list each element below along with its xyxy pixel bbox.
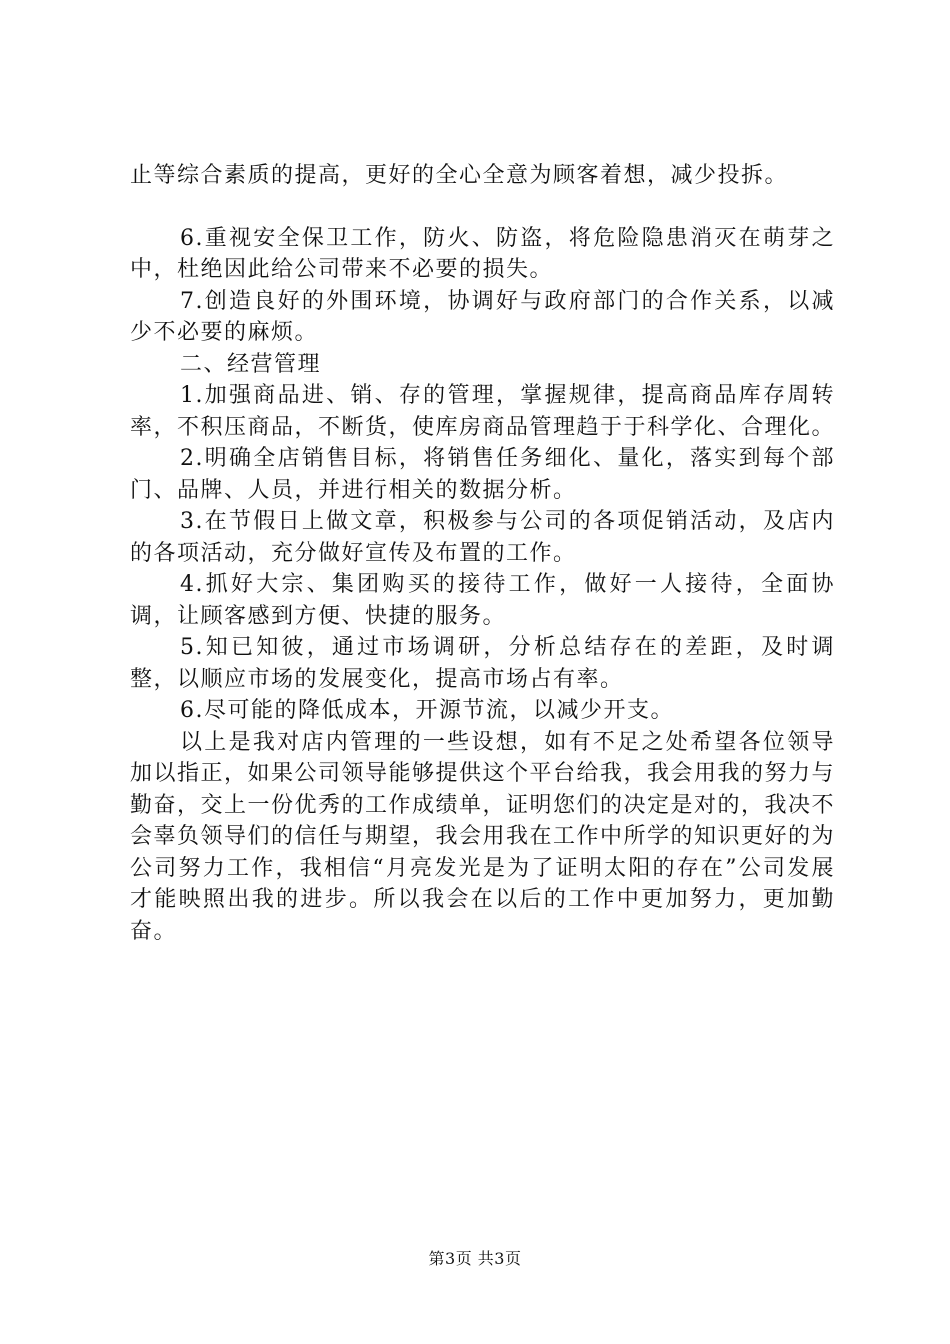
page-footer: 第3页 共3页 — [428, 1249, 522, 1268]
paragraph-item-3-holidays: 3.在节假日上做文章，积极参与公司的各项促销活动，及店内的各项活动，充分做好宣传及布置的工作。 — [130, 509, 835, 566]
paragraph-closing: 以上是我对店内管理的一些设想，如有不足之处希望各位领导加以指正，如果公司领导能够提供这个平台给我，我会用我的努力与勤奋，交上一份优秀的工作成绩单，证明您们的决定是对的，我决不会辜负领导们的信任与期望，我会用我在工作中所学的知识更好的为公司努力工作，我相信“月亮发光是为了证明太阳的存在”公司发展才能映照出我的进步。所以我会在以后的工作中更加努力，更加勤奋。 — [130, 729, 836, 944]
document-body — [130, 160, 835, 947]
paragraph-item-6-reduce-cost: 6.尽可能的降低成本，开源节流，以减少开支。 — [180, 698, 674, 723]
paragraph-item-5-market-research: 5.知已知彼，通过市场调研，分析总结存在的差距，及时调整，以顺应市场的发展变化，提高市场占有率。 — [130, 635, 835, 692]
paragraph-continuation: 止等综合素质的提高，更好的全心全意为顾客着想，减少投拆。 — [130, 163, 789, 188]
paragraph-gap — [130, 192, 835, 223]
paragraph-item-7-environment: 7.创造良好的外围环境，协调好与政府部门的合作关系，以减少不必要的麻烦。 — [130, 288, 835, 345]
section-heading-operations: 二、经营管理 — [180, 351, 322, 377]
paragraph-item-4-group-purchase: 4.抓好大宗、集团购买的接待工作，做好一人接待，全面协调，让顾客感到方便、快捷的服务。 — [130, 572, 835, 629]
paragraph-item-2-sales-target: 2.明确全店销售目标，将销售任务细化、量化，落实到每个部门、品牌、人员，并进行相关的数据分析。 — [130, 446, 835, 503]
paragraph-item-1-inventory: 1.加强商品进、销、存的管理，掌握规律，提高商品库存周转率，不积压商品，不断货，使库房商品管理趋于于科学化、合理化。 — [130, 383, 836, 440]
paragraph-item-6-security: 6.重视安全保卫工作，防火、防盗，将危险隐患消灭在萌芽之中，杜绝因此给公司带来不必要的损失。 — [130, 225, 835, 282]
